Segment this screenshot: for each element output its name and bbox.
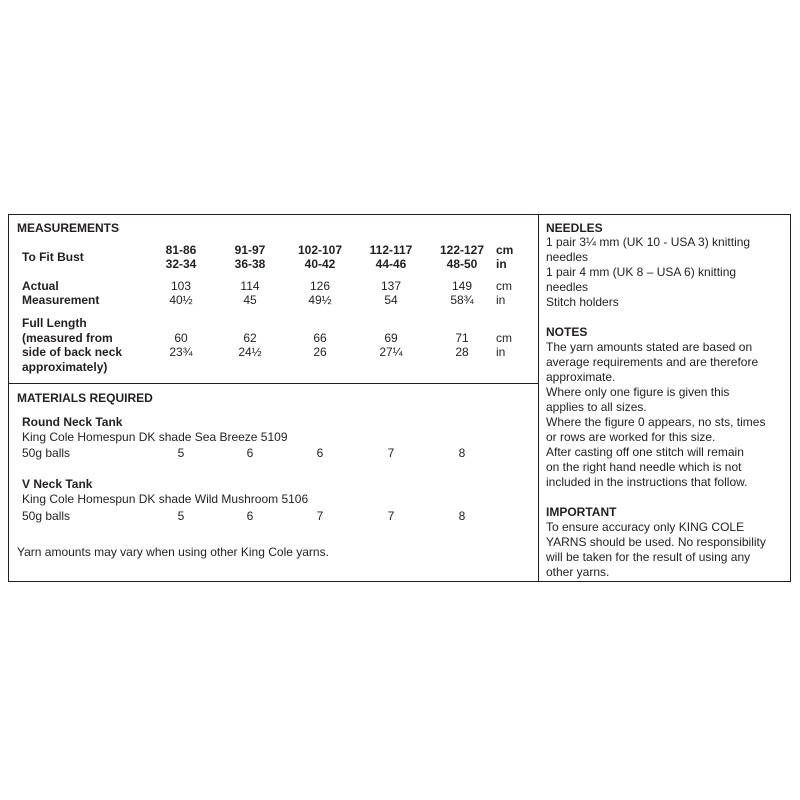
actual-cm-2: 114 — [240, 279, 260, 293]
unit-cm-header: cm — [496, 243, 514, 257]
notes-line-6: Where the figure 0 appears, no sts, times — [546, 415, 766, 429]
important-line-1: To ensure accuracy only KING COLE — [546, 520, 745, 534]
important-line-4: other yarns. — [546, 565, 610, 579]
v-neck-balls-2: 6 — [246, 509, 254, 523]
needles-line-1: 1 pair 3¼ mm (UK 10 - USA 3) knitting — [546, 235, 751, 249]
actual-cm-3: 126 — [309, 279, 331, 293]
important-heading: IMPORTANT — [546, 505, 617, 519]
notes-line-7: or rows are worked for this size. — [546, 430, 716, 444]
length-in-4: 27¼ — [379, 345, 403, 359]
length-in-1: 23¾ — [169, 345, 193, 359]
length-unit-cm: cm — [496, 331, 512, 345]
actual-cm-5: 149 — [451, 279, 473, 293]
size-in-3: 40-42 — [304, 257, 336, 271]
round-neck-title: Round Neck Tank — [22, 415, 123, 429]
needles-line-5: Stitch holders — [546, 295, 619, 309]
size-cm-5: 122-127 — [439, 243, 485, 257]
v-neck-balls-5: 8 — [458, 509, 466, 523]
notes-line-2: average requirements and are therefore — [546, 355, 759, 369]
full-length-label-2: (measured from — [22, 331, 113, 345]
needles-line-4: needles — [546, 280, 589, 294]
actual-in-4: 54 — [384, 293, 398, 307]
yarn-footnote: Yarn amounts may vary when using other King Cole yarns. — [17, 545, 329, 559]
round-neck-balls-2: 6 — [246, 446, 254, 460]
actual-unit-in: in — [496, 293, 506, 307]
column-divider — [538, 214, 539, 582]
notes-line-8: After casting off one stitch will remain — [546, 445, 744, 459]
needles-heading: NEEDLES — [546, 221, 603, 235]
actual-label: Actual — [22, 279, 59, 293]
v-neck-balls-4: 7 — [387, 509, 395, 523]
round-neck-yarn: King Cole Homespun DK shade Sea Breeze 5109 — [22, 430, 288, 444]
actual-in-3: 49½ — [308, 293, 332, 307]
v-neck-unit: 50g balls — [22, 509, 71, 523]
round-neck-balls-3: 6 — [316, 446, 324, 460]
length-in-2: 24½ — [238, 345, 262, 359]
length-in-3: 26 — [313, 345, 327, 359]
full-length-label-3: side of back neck — [22, 345, 123, 359]
length-cm-1: 60 — [174, 331, 188, 345]
size-in-2: 36-38 — [234, 257, 266, 271]
notes-line-3: approximate. — [546, 370, 616, 384]
measurements-heading: MEASUREMENTS — [17, 221, 120, 235]
size-cm-1: 81-86 — [165, 243, 197, 257]
notes-line-4: Where only one figure is given this — [546, 385, 730, 399]
notes-heading: NOTES — [546, 325, 588, 339]
notes-line-9: on the right hand needle which is not — [546, 460, 742, 474]
materials-heading: MATERIALS REQUIRED — [17, 391, 153, 405]
notes-line-5: applies to all sizes. — [546, 400, 647, 414]
notes-line-1: The yarn amounts stated are based on — [546, 340, 753, 354]
v-neck-title: V Neck Tank — [22, 477, 93, 491]
unit-in-header: in — [496, 257, 507, 271]
needles-line-3: 1 pair 4 mm (UK 8 – USA 6) knitting — [546, 265, 737, 279]
v-neck-balls-3: 7 — [316, 509, 324, 523]
important-line-2: YARNS should be used. No responsibility — [546, 535, 766, 549]
size-in-5: 48-50 — [446, 257, 478, 271]
to-fit-bust-label: To Fit Bust — [22, 250, 84, 264]
actual-in-1: 40½ — [169, 293, 193, 307]
length-cm-3: 66 — [313, 331, 327, 345]
length-cm-4: 69 — [384, 331, 398, 345]
section-divider — [8, 383, 539, 384]
v-neck-yarn: King Cole Homespun DK shade Wild Mushroom 5106 — [22, 492, 309, 506]
length-cm-5: 71 — [455, 331, 469, 345]
actual-unit-cm: cm — [496, 279, 512, 293]
size-in-1: 32-34 — [165, 257, 197, 271]
notes-line-10: included in the instructions that follow. — [546, 475, 748, 489]
size-cm-4: 112-117 — [369, 243, 413, 257]
actual-cm-1: 103 — [170, 279, 192, 293]
size-cm-3: 102-107 — [297, 243, 343, 257]
measurement-label: Measurement — [22, 293, 100, 307]
actual-cm-4: 137 — [380, 279, 402, 293]
round-neck-balls-5: 8 — [458, 446, 466, 460]
actual-in-2: 45 — [243, 293, 257, 307]
full-length-label: Full Length — [22, 316, 87, 330]
round-neck-balls-1: 5 — [177, 446, 185, 460]
needles-line-2: needles — [546, 250, 589, 264]
full-length-label-4: approximately) — [22, 360, 108, 374]
size-cm-2: 91-97 — [234, 243, 266, 257]
round-neck-unit: 50g balls — [22, 446, 71, 460]
length-in-5: 28 — [455, 345, 469, 359]
actual-in-5: 58¾ — [450, 293, 474, 307]
length-cm-2: 62 — [243, 331, 257, 345]
important-line-3: will be taken for the result of using any — [546, 550, 751, 564]
v-neck-balls-1: 5 — [177, 509, 185, 523]
round-neck-balls-4: 7 — [387, 446, 395, 460]
size-in-4: 44-46 — [375, 257, 407, 271]
length-unit-in: in — [496, 345, 506, 359]
